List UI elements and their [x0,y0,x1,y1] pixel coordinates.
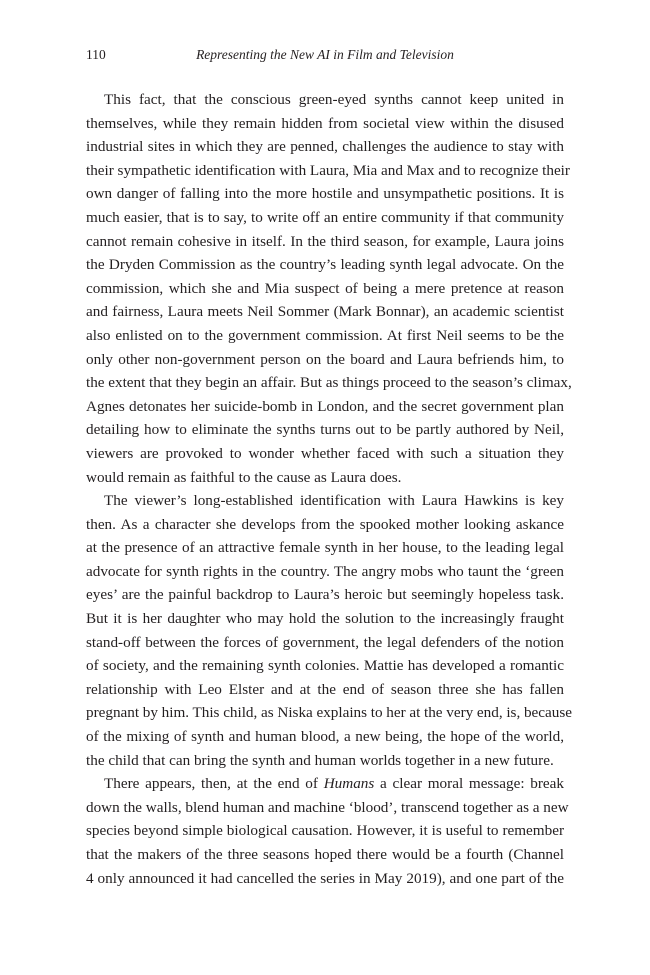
text-line: commission, which she and Mia suspect of being a mere pretence at reason [86,279,564,297]
text-line: would remain as faithful to the cause as Laura does. [86,468,402,486]
text-line: down the walls, blend human and machine ‘blood’, transcend together as a new [86,798,569,816]
text-line: of society, and the remaining synth colonies. Mattie has developed a romantic [86,657,564,675]
text-line: 4 only announced it had cancelled the series in May 2019), and one part of the [86,869,564,887]
paragraph [86,489,572,772]
text-line: themselves, while they remain hidden from societal view within the disused [86,114,564,132]
series-title: Humans [323,775,375,793]
paragraph [86,88,572,489]
text-line: industrial sites in which they are penned, challenges the audience to stay with [86,138,564,156]
text-line: also enlisted on to the government commission. At first Neil seems to be the [86,326,564,344]
text-line: the extent that they begin an affair. But as things proceed to the season’s climax, [86,374,572,392]
text-line: own danger of falling into the more hostile and unsympathetic positions. It is [86,185,564,203]
text-line: the child that can bring the synth and human worlds together in a new future. [86,751,554,769]
text-line: species beyond simple biological causation. However, it is useful to remember [86,822,564,840]
text-line: But it is her daughter who may hold the solution to the increasingly fraught [86,610,564,628]
text-line: the Dryden Commission as the country’s leading synth legal advocate. On the [86,256,564,274]
text-line: Agnes detonates her suicide-bomb in London, and the secret government plan [86,397,564,415]
text-line: cannot remain cohesive in itself. In the third season, for example, Laura joins [86,232,564,250]
text-line: eyes’ are the painful backdrop to Laura’s heroic but seemingly hopeless task. [86,586,564,604]
text-line: that the makers of the three seasons hoped there would be a fourth (Channel [86,846,564,863]
text-line: their sympathetic identification with Laura, Mia and Max and to recognize their [86,161,570,179]
text-line [86,772,564,796]
text-line: relationship with Leo Elster and at the end of season three she has fallen [86,680,564,698]
text-line: of the mixing of synth and human blood, a new being, the hope of the world, [86,728,564,746]
body-text [86,88,572,890]
text-run: a clear moral message: break [374,775,564,793]
text-line: The viewer’s long-established identification with Laura Hawkins is key [104,492,564,510]
text-line: only other non-government person on the board and Laura befriends him, to [86,350,564,368]
text-line: much easier, that is to say, to write off an entire community if that community [86,208,564,226]
text-line: then. As a character she develops from the spooked mother looking askance [86,515,564,533]
text-line: and fairness, Laura meets Neil Sommer (Mark Bonnar), an academic scientist [86,303,564,321]
text-line: This fact, that the conscious green-eyed synths cannot keep united in [104,91,564,108]
book-title: Representing the New AI in Film and Television [196,47,454,62]
text-line: advocate for synth rights in the country. The angry mobs who taunt the ‘green [86,562,564,580]
paragraph [86,772,569,890]
text-line: stand-off between the forces of government, the legal defenders of the notion [86,633,564,651]
text-line: viewers are provoked to wonder whether faced with such a situation they [86,444,564,462]
page-number: 110 [86,47,106,62]
text-line: detailing how to eliminate the synths turns out to be partly authored by Neil, [86,421,564,439]
text-line: pregnant by him. This child, as Niska explains to her at the very end, is, because [86,704,572,722]
text-run: There appears, then, at the end of [104,775,324,793]
running-head [86,44,564,66]
text-line: at the presence of an attractive female synth in her house, to the leading legal [86,539,564,557]
